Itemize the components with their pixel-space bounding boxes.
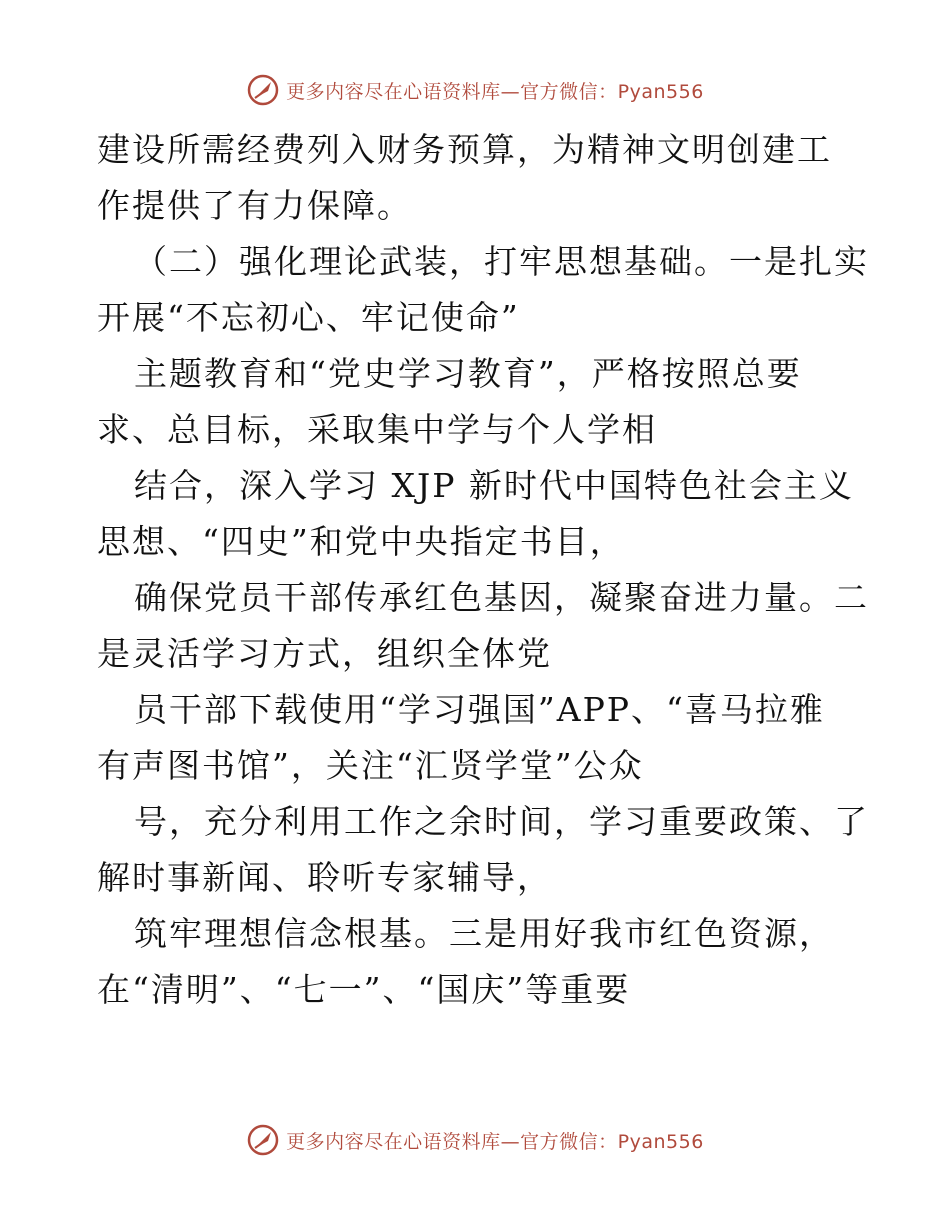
document-body bbox=[97, 122, 867, 1018]
watermark-text: 更多内容尽在心语资料库—官方微信：Pyan556 bbox=[286, 80, 704, 103]
text-line: 在“清明”、“七一”、“国庆”等重要 bbox=[97, 970, 631, 1009]
header-watermark bbox=[0, 70, 950, 110]
text-line: 号，充分利用工作之余时间，学习重要政策、了 bbox=[134, 802, 869, 841]
text-line: 主题教育和“党史学习教育”，严格按照总要 bbox=[134, 354, 802, 393]
quill-logo-icon bbox=[246, 73, 280, 107]
text-line: 员干部下载使用“学习强国”APP、“喜马拉雅 bbox=[134, 690, 825, 729]
text-line: 筑牢理想信念根基。三是用好我市红色资源， bbox=[134, 914, 834, 953]
text-line: 开展“不忘初心、牢记使命” bbox=[97, 298, 520, 337]
text-line: 思想、“四史”和党中央指定书目， bbox=[97, 522, 625, 561]
text-line: 解时事新闻、聆听专家辅导， bbox=[97, 858, 552, 897]
text-line: 确保党员干部传承红色基因，凝聚奋进力量。二 bbox=[134, 578, 869, 617]
text-line: 建设所需经费列入财务预算，为精神文明创建工 bbox=[97, 130, 832, 169]
text-line: 求、总目标，采取集中学与个人学相 bbox=[97, 410, 657, 449]
footer-watermark bbox=[0, 1120, 950, 1160]
watermark-text: 更多内容尽在心语资料库—官方微信：Pyan556 bbox=[286, 1130, 704, 1153]
text-line: 有声图书馆”，关注“汇贤学堂”公众 bbox=[97, 746, 644, 785]
text-line: （二）强化理论武装，打牢思想基础。一是扎实 bbox=[134, 242, 869, 281]
quill-logo-icon bbox=[246, 1123, 280, 1157]
text-line: 作提供了有力保障。 bbox=[97, 186, 412, 225]
text-line: 结合，深入学习 XJP 新时代中国特色社会主义 bbox=[134, 466, 854, 505]
text-line: 是灵活学习方式，组织全体党 bbox=[97, 634, 552, 673]
